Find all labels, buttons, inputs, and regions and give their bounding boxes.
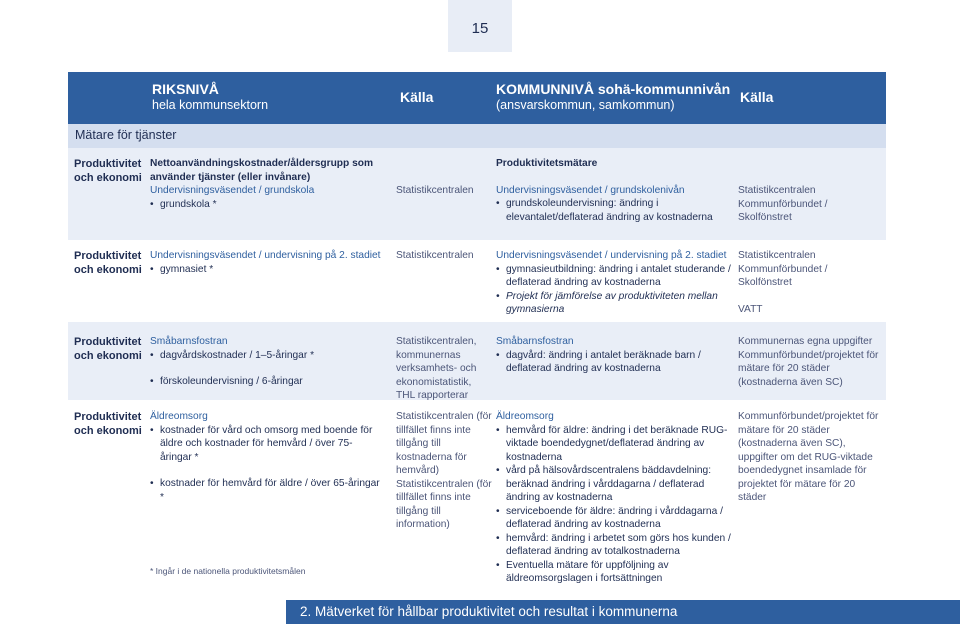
- riks-area: Undervisningsväsendet / grundskola: [150, 185, 315, 196]
- riks-source: Statistikcentralen: [396, 185, 474, 196]
- section-subheading: [68, 124, 886, 148]
- riks-bullet: • gymnasiet *: [150, 263, 382, 277]
- komm-intro: Produktivitetsmätare: [496, 158, 598, 169]
- riks-title: RIKSNIVÅ: [152, 81, 219, 97]
- riks-bullet: • förskoleundervisning / 6-åringar: [150, 375, 382, 389]
- komm-source-header: Källa: [740, 89, 774, 105]
- riks-bullet: • dagvårdskostnader / 1–5-åringar *: [150, 349, 382, 363]
- riks-source: Statistikcentralen: [396, 250, 474, 261]
- riks-source: Statistikcentralen, kommunernas verksamhets- och ekonomistatistik, THL rapporterar: [396, 336, 477, 401]
- komm-bullet: • Eventuella mätare för uppföljning av äldreomsorgslagen i fortsättningen: [496, 559, 732, 586]
- komm-bullet: • Projekt för jämförelse av produktiviteten mellan gymnasierna: [496, 290, 732, 317]
- riks-area: Äldreomsorg: [150, 411, 208, 422]
- komm-cell: [496, 157, 732, 224]
- riks-cell: [150, 335, 382, 389]
- footer-band: [286, 600, 960, 624]
- komm-source: Statistikcentralen Kommunförbundet / Skolfönstret: [738, 185, 828, 223]
- komm-source: Statistikcentralen Kommunförbundet / Skolfönstret VATT: [738, 250, 828, 315]
- komm-area: Äldreomsorg: [496, 411, 554, 422]
- row-label: Produktivitet och ekonomi: [74, 411, 142, 437]
- komm-cell: [496, 410, 732, 586]
- riks-source: Statistikcentralen (för tillfället finns inte tillgång till kostnaderna för hemvård) Statistikcentralen (för tillfället finns inte tillgång till information): [396, 411, 492, 530]
- riks-cell: [150, 157, 382, 211]
- komm-cell: [496, 335, 732, 376]
- riks-source-header: Källa: [400, 89, 434, 105]
- riks-area: Undervisningsväsendet / undervisning på 2. stadiet: [150, 250, 381, 261]
- komm-subtitle: (ansvarskommun, samkommun): [496, 98, 675, 112]
- komm-bullet: • gymnasieutbildning: ändring i antalet studerande / deflaterad ändring av kostnaderna: [496, 263, 732, 290]
- komm-bullet: • vård på hälsovårdscentralens bäddavdelning: beräknad ändring i vårddagarna / deflaterad ändring av kostnaderna: [496, 464, 732, 505]
- riks-cell: [150, 410, 382, 504]
- komm-source: Kommunernas egna uppgifter Kommunförbundet/projektet för mätare för 20 städer (kostnaderna även SC): [738, 336, 879, 388]
- komm-area: Småbarnsfostran: [496, 336, 574, 347]
- riks-bullet: • grundskola *: [150, 198, 382, 212]
- footnote: * Ingår i de nationella produktivitetsmålen: [150, 566, 306, 576]
- komm-bullet: • dagvård: ändring i antalet beräknade barn / deflaterad ändring av kostnaderna: [496, 349, 732, 376]
- table-header: [68, 72, 886, 124]
- riks-intro: Nettoanvändningskostnader/åldersgrupp som använder tjänster (eller invånare): [150, 158, 374, 183]
- komm-source: Kommunförbundet/projektet för mätare för 20 städer (kostnaderna även SC), uppgifter om det RUG-viktade boendedygnet insamlade för projektet för mätare för 20 städer: [738, 411, 879, 503]
- komm-bullet: • hemvård: ändring i arbetet som görs hos kunden / deflaterad ändring av totalkostnaderna: [496, 532, 732, 559]
- komm-bullet: • serviceboende för äldre: ändring i vårddagarna / deflaterad ändring av kostnaderna: [496, 505, 732, 532]
- komm-title: KOMMUNNIVÅ sohä-kommunnivån: [496, 81, 731, 97]
- komm-area: Undervisningsväsendet / undervisning på 2. stadiet: [496, 250, 727, 261]
- row-label: Produktivitet och ekonomi: [74, 336, 142, 362]
- riks-bullet: • kostnader för hemvård för äldre / över 65-åringar *: [150, 477, 382, 504]
- page-number: 15: [471, 20, 489, 37]
- komm-bullet: • hemvård för äldre: ändring i det beräknade RUG-viktade boendedygnet/deflaterad ändring av kostnaderna: [496, 424, 732, 465]
- riks-bullet: • kostnader för vård och omsorg med boende för äldre och kostnader för hemvård / över 75-åringar *: [150, 424, 382, 465]
- komm-bullet: • grundskoleundervisning: ändring i elevantalet/deflaterad ändring av kostnaderna: [496, 197, 732, 224]
- riks-cell: [150, 249, 382, 276]
- footer-text: 2. Mätverket för hållbar produktivitet och resultat i kommunerna: [300, 604, 678, 619]
- subheading-text: Mätare för tjänster: [75, 128, 177, 142]
- riks-area: Småbarnsfostran: [150, 336, 228, 347]
- row-label: Produktivitet och ekonomi: [74, 158, 142, 184]
- row-label: Produktivitet och ekonomi: [74, 250, 142, 276]
- komm-cell: [496, 249, 732, 317]
- komm-area: Undervisningsväsendet / grundskolenivån: [496, 184, 685, 196]
- riks-subtitle: hela kommunsektorn: [152, 98, 269, 112]
